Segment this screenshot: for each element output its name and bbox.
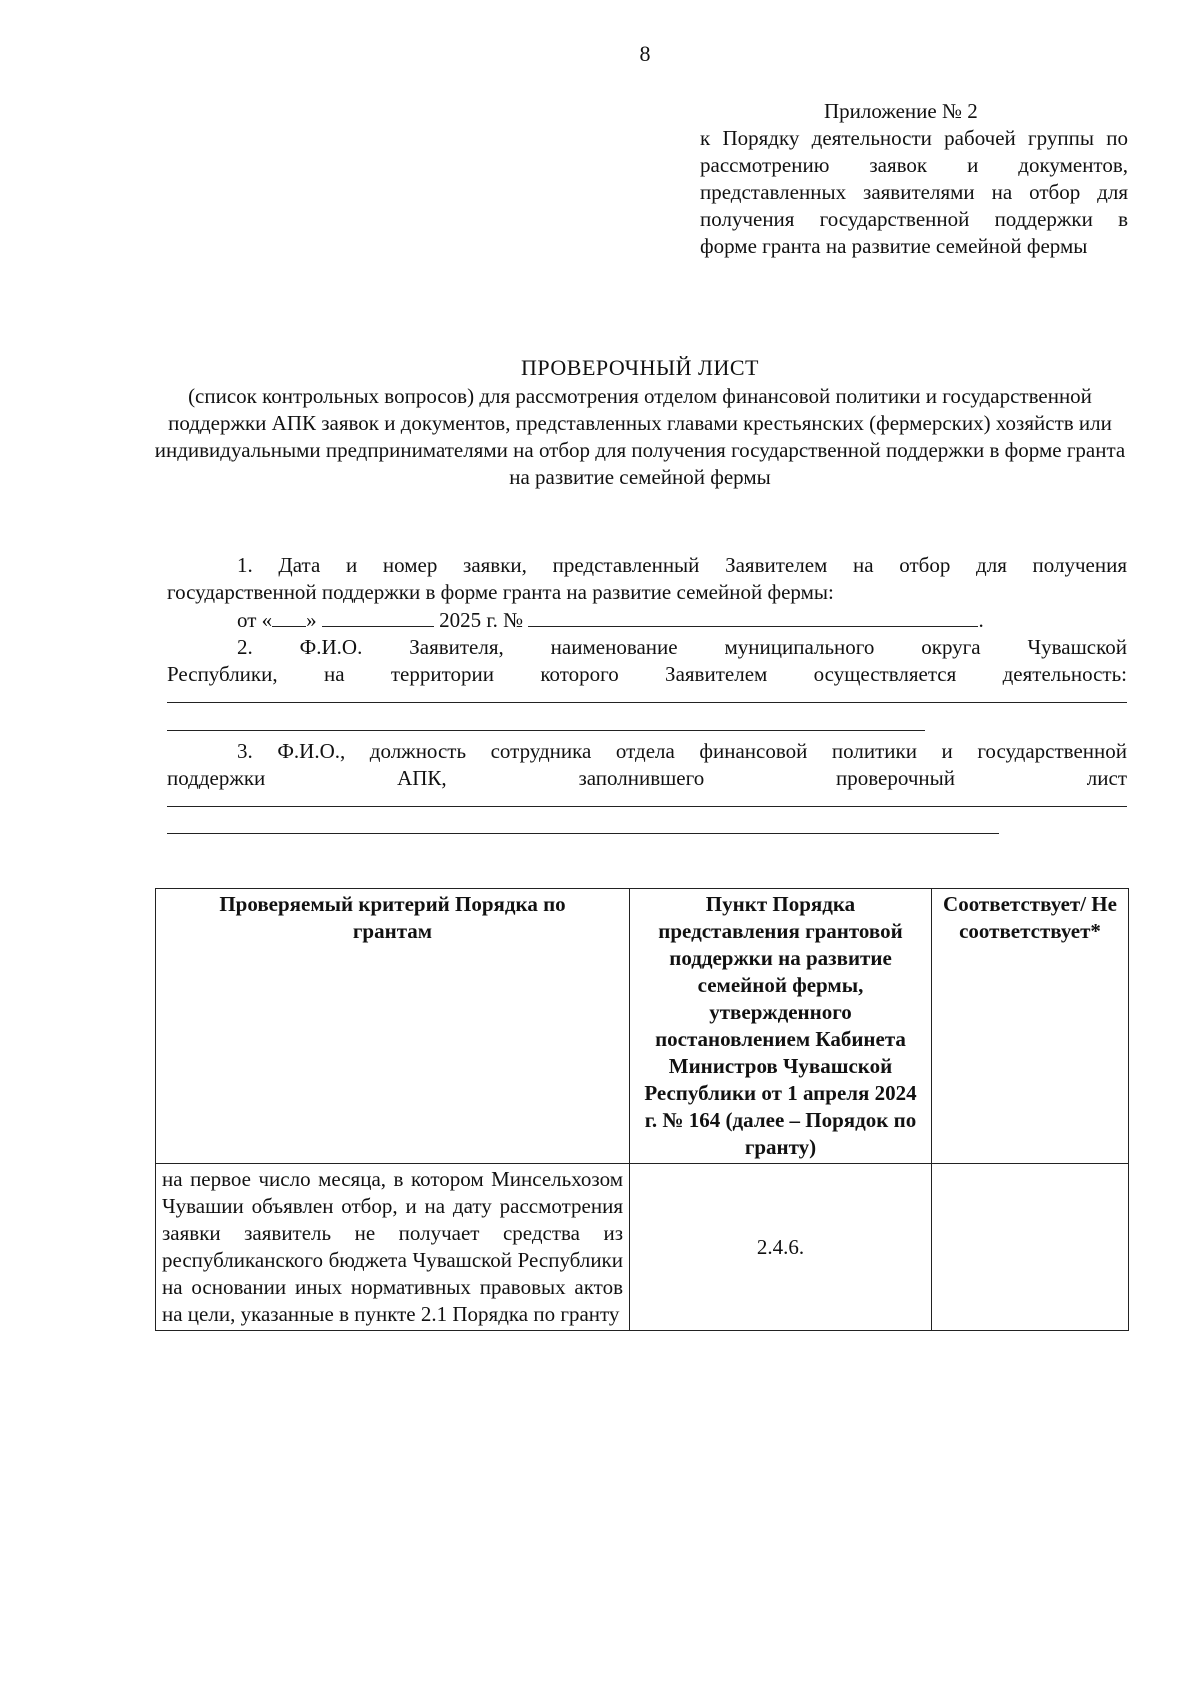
item1-line2: государственной поддержки в форме гранта на развитие семейной фермы:	[167, 580, 834, 604]
header-compliance: Соответствует/ Не соответствует*	[932, 889, 1129, 1164]
item2-blank-line-2[interactable]	[167, 730, 925, 731]
header-criterion: Проверяемый критерий Порядка по грантам	[156, 889, 630, 1164]
table-header-row	[156, 889, 1129, 1164]
appendix-block	[700, 98, 1128, 260]
item1-date-line	[167, 606, 1127, 634]
date-mid: »	[306, 608, 317, 632]
item2-line2: Республики, на территории которого Заявителем осуществляется деятельность:	[167, 662, 1127, 686]
item3-line1: 3. Ф.И.О., должность сотрудника отдела финансовой политики и государственной	[237, 739, 1127, 763]
item2-line1: 2. Ф.И.О. Заявителя, наименование муниципального округа Чувашской	[237, 635, 1127, 659]
item3-blank-line-1[interactable]	[167, 806, 1127, 807]
appendix-text: к Порядку деятельности рабочей группы по рассмотрению заявок и документов, представленных заявителями на отбор для получения государственной поддержки в форме гранта на развитие семейной фермы	[700, 126, 1128, 258]
year-label: 2025 г. №	[439, 608, 524, 632]
document-subtitle: (список контрольных вопросов) для рассмотрения отделом финансовой политики и государственной поддержки АПК заявок и документов, представленных главами крестьянских (фермерских) хозяйств или индивидуальными предпринимателями на отбор для получения государственной поддержки в форме гранта на развитие семейной фермы	[154, 384, 1126, 489]
criteria-table	[155, 888, 1129, 1331]
item2-blank-line-1[interactable]	[167, 702, 1127, 703]
page-number: 8	[639, 41, 651, 66]
table-row	[156, 1164, 1129, 1331]
item3-line2: поддержки АПК, заполнившего проверочный лист	[167, 766, 1127, 790]
date-line-end: .	[978, 608, 984, 632]
item3-blank-line-2[interactable]	[167, 833, 999, 834]
document-heading	[150, 354, 1130, 491]
application-number-blank[interactable]	[528, 606, 978, 627]
compliance-cell[interactable]	[932, 1164, 1129, 1331]
criterion-cell: на первое число месяца, в котором Минсельхозом Чувашии объявлен отбор, и на дату рассмотрения заявки заявитель не получает средства из республиканского бюджета Чувашской Республики на основании иных нормативных правовых актов на цели, указанные в пункте 2.1 Порядка по гранту	[156, 1164, 630, 1331]
document-title: ПРОВЕРОЧНЫЙ ЛИСТ	[521, 355, 759, 380]
day-blank[interactable]	[272, 606, 306, 627]
date-prefix: от «	[237, 608, 273, 632]
checklist-fields	[167, 552, 1127, 834]
clause-cell: 2.4.6.	[630, 1164, 932, 1331]
header-clause: Пункт Порядка представления грантовой поддержки на развитие семейной фермы, утвержденного постановлением Кабинета Министров Чувашской Республики от 1 апреля 2024 г. № 164 (далее – Порядок по гранту)	[630, 889, 932, 1164]
item1-line1: 1. Дата и номер заявки, представленный Заявителем на отбор для получения	[237, 553, 1127, 577]
month-blank[interactable]	[322, 606, 434, 627]
appendix-title: Приложение № 2	[824, 99, 978, 123]
